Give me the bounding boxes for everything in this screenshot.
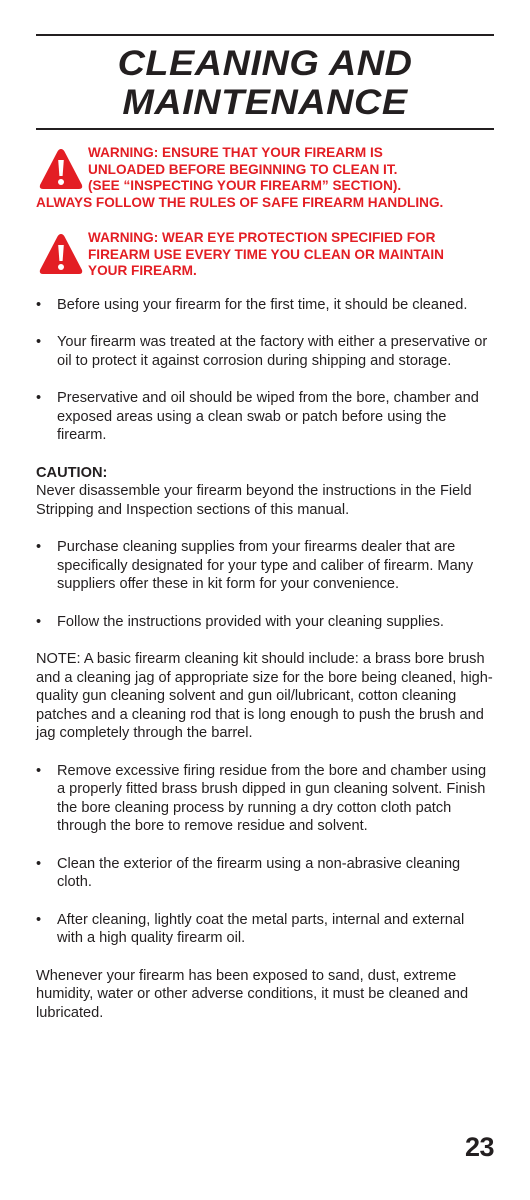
warning-line: FIREARM USE EVERY TIME YOU CLEAN OR MAINTAIN bbox=[88, 246, 444, 262]
warning-line-safe-handling: ALWAYS FOLLOW THE RULES OF SAFE FIREARM HANDLING. bbox=[36, 194, 444, 210]
list-item bbox=[36, 333, 494, 370]
list-item bbox=[36, 538, 494, 594]
top-rule bbox=[36, 34, 494, 36]
manual-page bbox=[36, 0, 494, 1022]
page-title bbox=[18, 44, 513, 122]
warning-triangle-icon bbox=[38, 232, 84, 276]
list-item-text: Clean the exterior of the firearm using a non-abrasive cleaning cloth. bbox=[57, 855, 461, 890]
warning-line: UNLOADED BEFORE BEGINNING TO CLEAN IT. bbox=[88, 161, 398, 177]
list-item-text: Preservative and oil should be wiped from the bore, chamber and exposed areas using a clean swab or patch before using the firearm. bbox=[57, 390, 479, 443]
bullet-dot: • bbox=[36, 762, 42, 779]
bullet-dot: • bbox=[36, 390, 42, 406]
bullet-dot: • bbox=[36, 911, 42, 928]
bullet-list-cleaning bbox=[36, 762, 494, 948]
caution-label: CAUTION: bbox=[36, 464, 108, 481]
bullet-list-supplies bbox=[36, 538, 494, 631]
list-item bbox=[36, 911, 494, 948]
note-paragraph: NOTE: A basic firearm cleaning kit should include: a brass bore brush and a cleaning jag of appropriate size for the bore being cleaned, high-quality gun cleaning solvent and gun oil/lubricant, cotton cleaning patches and a cleaning rod that is long enough to push the brush and jag completely through the barrel. bbox=[36, 651, 493, 741]
bullet-dot: • bbox=[36, 613, 42, 630]
list-item-text: Remove excessive firing residue from the bore and chamber using a properly fitted brass brush dipped in gun cleaning solvent. Finish the bore cleaning process by running a dry cotton cloth patch through the bore to remove residue and solvent. bbox=[57, 762, 487, 834]
list-item bbox=[36, 613, 494, 632]
list-item-text: Your firearm was treated at the factory with either a preservative or oil to protect it against corrosion during shipping and storage. bbox=[57, 334, 488, 369]
warning-line: (SEE “INSPECTING YOUR FIREARM” SECTION). bbox=[88, 178, 402, 193]
caution-block bbox=[36, 464, 494, 520]
title-bottom-rule bbox=[36, 128, 494, 130]
list-item-text: Follow the instructions provided with your cleaning supplies. bbox=[57, 613, 444, 630]
warning-line: WARNING: WEAR EYE PROTECTION SPECIFIED FOR bbox=[88, 230, 436, 245]
warning-block-unload bbox=[36, 145, 494, 211]
list-item-text: After cleaning, lightly coat the metal parts, internal and external with a high quality firearm oil. bbox=[57, 911, 465, 946]
list-item bbox=[36, 296, 494, 315]
list-item-text: Before using your firearm for the first time, it should be cleaned. bbox=[57, 296, 468, 313]
bullet-dot: • bbox=[36, 334, 42, 350]
bullet-dot: • bbox=[36, 539, 42, 555]
bullet-list-intro bbox=[36, 296, 494, 445]
warning-line: YOUR FIREARM. bbox=[88, 263, 197, 278]
list-item-text: Purchase cleaning supplies from your firearms dealer that are specifically designated for your type and caliber of firearm. Many suppliers offer these in kit form for your convenience. bbox=[57, 539, 474, 592]
body-content bbox=[36, 296, 494, 1023]
list-item bbox=[36, 855, 494, 892]
bullet-dot: • bbox=[36, 296, 42, 313]
bullet-dot: • bbox=[36, 855, 42, 872]
closing-paragraph: Whenever your firearm has been exposed to sand, dust, extreme humidity, water or other adverse conditions, it must be cleaned and lubricated. bbox=[36, 967, 469, 1021]
title-line-2: MAINTENANCE bbox=[122, 83, 408, 122]
caution-text: Never disassemble your firearm beyond the instructions in the Field Stripping and Inspection sections of this manual. bbox=[36, 483, 472, 518]
title-line-1: CLEANING AND bbox=[117, 44, 413, 83]
warning-block-eye-protection bbox=[36, 230, 494, 280]
list-item bbox=[36, 762, 494, 836]
warning-triangle-icon bbox=[38, 147, 84, 191]
list-item bbox=[36, 389, 494, 445]
page-number: 23 bbox=[464, 1132, 494, 1162]
warning-line: WARNING: ENSURE THAT YOUR FIREARM IS bbox=[88, 145, 383, 160]
